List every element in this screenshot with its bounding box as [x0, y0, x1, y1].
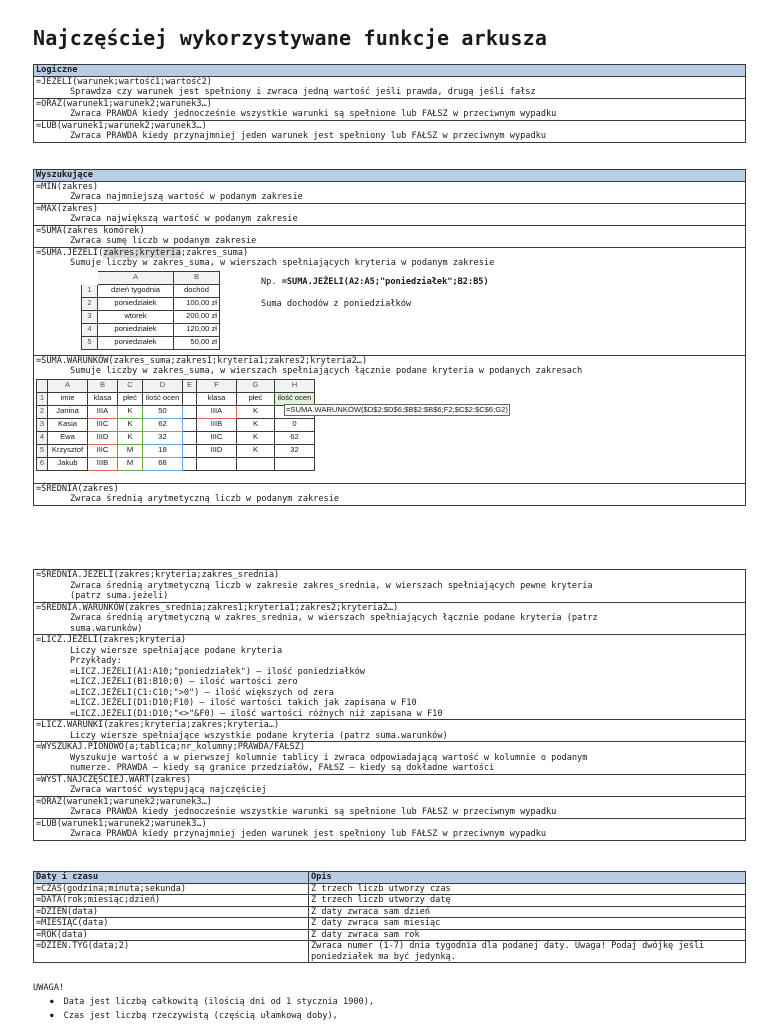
function-row [34, 483, 746, 505]
row-number: 5 [82, 336, 98, 349]
example-note: Suma dochodów z poniedziałków [261, 298, 412, 309]
function-signature: =DZIEŃ.TYG(data;2) [34, 941, 309, 963]
function-description: Zwraca średnią arytmetyczną w zakres_srednia, w wierszach spełniających łącznie podane kryteria (patrz [70, 613, 598, 623]
cell: poniedziałek [98, 297, 174, 310]
example-line: =LICZ.JEŻELI(B1:B10;0) – ilość wartości zero [70, 677, 298, 687]
spreadsheet-example-2: A B C D E F G H 1 imie klasa płeć ilość ocen klasa płeć ilość ocen 2 Janina IIIA K 50 IIIA K 3 Kasia IIIC K 62 IIIB K 0 4 Ewa IIID K 32 IIIC K 62 5 Krzysztof IIIC M 18 IIID K 32 6 Jakub IIIB M 68 [36, 379, 315, 471]
row-number: 1 [82, 284, 98, 297]
function-row [34, 203, 746, 225]
row-number: 3 [82, 310, 98, 323]
table-row [34, 918, 746, 930]
cell: 100,00 zł [174, 297, 220, 310]
list-item: ● Czas jest liczbą rzeczywistą (częścią ułamkową doby), [50, 1011, 374, 1021]
function-signature: =LUB(warunek1;warunek2;warunek3…) [36, 120, 207, 131]
function-row [34, 720, 746, 742]
function-description: Wyszukuje wartość a w pierwszej kolumnie tablicy i zwraca odpowiadającą wartość w kolumnie o podanym [70, 752, 588, 763]
formula-cell-overlay: =SUMA.WARUNKÓW($D$2:$D$6;$B$2:$B$6;F2;$C$2:$C$6;G2) [284, 404, 510, 417]
function-description: Zwraca PRAWDA kiedy jednocześnie wszystkie warunki są spełnione lub FAŁSZ w przeciwnym wypadku [70, 109, 557, 119]
function-description: Zwraca PRAWDA kiedy jednocześnie wszystkie warunki są spełnione lub FAŁSZ w przeciwnym wypadku [70, 807, 557, 817]
function-signature: =LICZ.JEŻELI(zakres;kryteria) [36, 635, 187, 645]
function-row [34, 225, 746, 247]
function-signature: =WYSZUKAJ.PIONOWO(a;tablica;nr_kolumny;PRAWDA/FAŁSZ) [36, 742, 306, 752]
function-description: Z daty zwraca sam dzień [309, 906, 746, 918]
table-row [34, 929, 746, 941]
lookup-functions-table [33, 169, 746, 506]
cell: poniedziałek [98, 336, 174, 349]
function-row [34, 355, 746, 483]
function-description: Zwraca PRAWDA kiedy przynajmniej jeden warunek jest spełniony lub FAŁSZ w przeciwnym wypadku [70, 131, 546, 141]
column-header: H [275, 379, 315, 392]
table-row [34, 941, 746, 963]
function-description: Zwraca średnią arytmetyczną liczb w podanym zakresie [70, 494, 340, 504]
cell: wtorek [98, 310, 174, 323]
cell: 200,00 zł [174, 310, 220, 323]
cell: dochód [174, 284, 220, 297]
function-row [34, 181, 746, 203]
function-description: Z daty zwraca sam miesiąc [309, 918, 746, 930]
function-description: Zwraca sumę liczb w podanym zakresie [70, 236, 257, 246]
row-number: 4 [82, 323, 98, 336]
function-row [34, 76, 746, 98]
example-line: =LICZ.JEŻELI(C1:C10;">0") – ilość większych od zera [70, 687, 334, 698]
function-signature: =SUMA.WARUNKÓW(zakres_suma;zakres1;kryteria1;zakres2;kryteria2…) [36, 355, 368, 366]
function-row [34, 120, 746, 142]
example-line: =LICZ.JEŻELI(A1:A10;"poniedziałek") – ilość poniedziałków [70, 666, 365, 677]
column-header: C [118, 379, 143, 392]
section-header: Wyszukujące [34, 170, 746, 182]
date-time-functions-table [33, 871, 746, 963]
section-header: Opis [309, 872, 746, 884]
function-signature: =MAX(zakres) [36, 203, 99, 214]
table-row [34, 906, 746, 918]
sumif-example [36, 269, 743, 355]
function-signature: =DATA(rok;miesiąc;dzień) [34, 895, 309, 907]
function-row [34, 818, 746, 840]
highlighted-args: zakres;kryteria [103, 247, 181, 258]
example-line: =LICZ.JEŻELI(D1:D10;F10) – ilość wartości takich jak zapisana w F10 [70, 698, 417, 708]
list-item: ● Data jest liczbą całkowitą (ilością dni od 1 stycznia 1900), [50, 997, 374, 1007]
note-label: UWAGA! [33, 983, 65, 993]
function-signature: =CZAS(godzina;minuta;sekunda) [34, 883, 309, 895]
logical-functions-table [33, 64, 746, 143]
function-description: Z daty zwraca sam rok [309, 929, 746, 941]
function-row [34, 774, 746, 796]
cell: poniedziałek [98, 323, 174, 336]
function-description: Zwraca numer (1-7) dnia tygodnia dla podanej daty. Uwaga! Podaj dwójkę jeśli poniedziałek ma być jedynką. [309, 941, 746, 963]
spreadsheet-example-1 [81, 271, 220, 350]
column-header: B [88, 379, 118, 392]
function-description: Zwraca średnią arytmetyczną liczb w zakresie zakres_srednia, w wierszach spełniających pewne kryteria [70, 580, 593, 591]
function-row [34, 796, 746, 818]
function-description: Z trzech liczb utworzy czas [309, 883, 746, 895]
function-signature: =JEŻELI(warunek;wartość1;wartość2) [36, 76, 212, 87]
cell: 50,00 zł [174, 336, 220, 349]
sumifs-example [36, 377, 743, 483]
column-header: G [237, 379, 275, 392]
function-description: (patrz suma.jeżeli) [70, 591, 169, 601]
more-functions-table [33, 569, 746, 841]
function-description: Sumuje liczby w zakres_suma, w wierszach spełniających kryteria w podanym zakresie [70, 258, 495, 268]
cell: dzień tygodnia [98, 284, 174, 297]
function-description: Liczy wiersze spełniające wszystkie podane kryteria (patrz suma.warunków) [70, 730, 448, 741]
function-description: suma.warunków) [70, 623, 143, 634]
example-formula: Np. =SUMA.JEŻELI(A2:A5;"poniedziałek";B2:B5) [261, 276, 489, 287]
function-signature: =SUMA(zakres komórek) [36, 225, 145, 236]
example-line: =LICZ.JEŻELI(D1:D10;"<>"&F0) – ilość wartości różnych niż zapisana w F10 [70, 708, 443, 719]
function-signature: =DZIEŃ(data) [34, 906, 309, 918]
cell: 120,00 zł [174, 323, 220, 336]
function-signature: =ŚREDNIA(zakres) [36, 483, 119, 494]
function-description: Zwraca PRAWDA kiedy przynajmniej jeden warunek jest spełniony lub FAŁSZ w przeciwnym wypadku [70, 829, 546, 839]
function-signature: =LUB(warunek1;warunek2;warunek3…) [36, 818, 207, 829]
function-description: Sprawdza czy warunek jest spełniony i zwraca jedną wartość jeśli prawda, drugą jeśli fałsz [70, 87, 536, 97]
function-description: Sumuje liczby w zakres_suma, w wierszach spełniających łącznie podane kryteria w podanych zakresach [70, 366, 583, 376]
page-title: Najczęściej wykorzystywane funkcje arkusza [33, 26, 548, 50]
function-description: Zwraca największą wartość w podanym zakresie [70, 214, 298, 224]
function-row [34, 98, 746, 120]
function-signature: =LICZ.WARUNKI(zakres;kryteria;zakres;kryteria…) [36, 720, 280, 730]
column-header: D [143, 379, 183, 392]
function-signature: =MIN(zakres) [36, 181, 99, 192]
table-row [34, 895, 746, 907]
function-row [34, 247, 746, 355]
row-number: 2 [82, 297, 98, 310]
column-header: A [48, 379, 88, 392]
function-signature: =ŚREDNIA.JEŻELI(zakres;kryteria;zakres_srednia) [36, 570, 280, 580]
function-row [34, 742, 746, 775]
function-description: Zwraca najmniejszą wartość w podanym zakresie [70, 192, 303, 202]
function-description: Zwraca wartość występującą najczęściej [70, 785, 267, 795]
function-signature: =WYST.NAJCZĘŚCIEJ.WART(zakres) [36, 774, 192, 785]
function-description: numerze. PRAWDA – kiedy są granice przedziałów, FAŁSZ – kiedy są dokładne wartości [70, 763, 495, 773]
function-description: Z trzech liczb utworzy datę [309, 895, 746, 907]
function-description: Liczy wiersze spełniające podane kryteria [70, 645, 283, 656]
function-signature: =MIESIĄC(data) [34, 918, 309, 930]
function-row [34, 635, 746, 720]
column-header: E [183, 379, 197, 392]
function-signature: =ŚREDNIA.WARUNKÓW(zakres_srednia;zakres1;kryteria1;zakres2;kryteria2…) [36, 602, 399, 613]
notes-list [50, 997, 374, 1024]
table-row [34, 883, 746, 895]
examples-label: Przykłady: [70, 656, 122, 666]
column-header: A [98, 271, 174, 284]
section-header: Daty i czasu [34, 872, 309, 884]
function-signature: =SUMA.JEŻELI(zakres;kryteria;zakres_suma) [36, 247, 249, 258]
column-header: B [174, 271, 220, 284]
column-header: F [197, 379, 237, 392]
function-signature: =ROK(data) [34, 929, 309, 941]
function-signature: =ORAZ(warunek1;warunek2;warunek3…) [36, 98, 212, 109]
section-header: Logiczne [34, 65, 746, 77]
function-signature: =ORAZ(warunek1;warunek2;warunek3…) [36, 796, 212, 807]
function-row [34, 602, 746, 635]
function-row [34, 570, 746, 603]
